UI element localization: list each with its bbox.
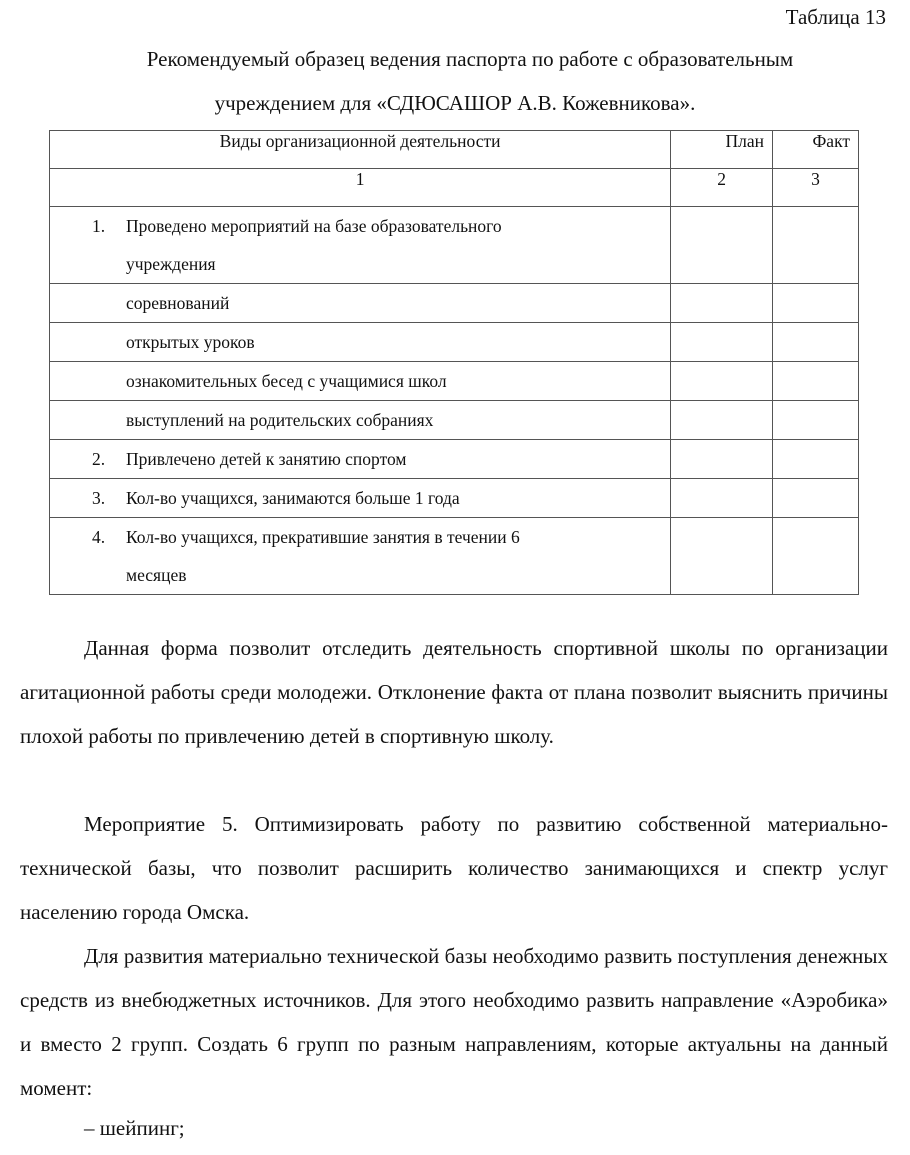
fact-cell: [773, 479, 859, 518]
passport-table: [49, 130, 859, 595]
activity-cell: [50, 479, 671, 518]
table-row: [50, 479, 859, 518]
plan-cell: [671, 440, 773, 479]
column-number-3: 3: [773, 169, 859, 207]
activity-cell: [50, 518, 671, 595]
plan-cell: [671, 207, 773, 284]
table-row: [50, 207, 859, 284]
plan-cell: [671, 323, 773, 362]
item-number: 2.: [92, 449, 106, 469]
activity-text: Кол-во учащихся, прекратившие занятия в течении 6: [126, 527, 520, 547]
activity-cell: [50, 440, 671, 479]
activity-cell: [50, 323, 671, 362]
activity-text: месяцев: [126, 565, 187, 585]
column-number-1: 1: [50, 169, 671, 207]
activity-text: Кол-во учащихся, занимаются больше 1 года: [126, 488, 460, 508]
paragraph-text: Для развития материально технической базы необходимо развить поступления денежных средств из внебюджетных источников. Для этого необходимо развить направление «Аэробика» и вместо 2 групп. Создать 6 групп по разным направлениям, которые актуальны на данный момент:: [20, 944, 888, 1100]
plan-cell: [671, 518, 773, 595]
paragraph-material-base: [20, 934, 888, 1110]
paragraph-measure-5: [20, 802, 888, 934]
table-row: [50, 401, 859, 440]
fact-cell: [773, 362, 859, 401]
fact-cell: [773, 518, 859, 595]
activity-cell: [50, 284, 671, 323]
plan-cell: [671, 284, 773, 323]
activity-text: учреждения: [126, 254, 216, 274]
plan-cell: [671, 362, 773, 401]
fact-cell: [773, 323, 859, 362]
table-row: [50, 362, 859, 401]
table-row: [50, 284, 859, 323]
activity-text: соревнований: [126, 293, 230, 313]
fact-cell: [773, 401, 859, 440]
column-number-2: 2: [671, 169, 773, 207]
table-label: Таблица 13: [785, 5, 886, 29]
item-number: 3.: [92, 488, 106, 508]
activity-text: открытых уроков: [126, 332, 255, 352]
paragraph-text: Данная форма позволит отследить деятельность спортивной школы по организации агитационной работы среди молодежи. Отклонение факта от плана позволит выяснить причины плохой работы по привлечению детей в спортивную школу.: [20, 636, 888, 748]
table-row: [50, 518, 859, 595]
paragraph-form-purpose: [20, 626, 888, 758]
header-activity-types: Виды организационной деятельности: [50, 131, 671, 169]
plan-cell: [671, 479, 773, 518]
activity-text: выступлений на родительских собраниях: [126, 410, 434, 430]
activity-cell: [50, 362, 671, 401]
activity-cell: [50, 401, 671, 440]
list-item-text: – шейпинг;: [84, 1116, 185, 1140]
header-fact: Факт: [773, 131, 859, 169]
table-header-row: [50, 131, 859, 169]
header-plan: План: [671, 131, 773, 169]
item-number: 1.: [92, 216, 106, 236]
table-row: [50, 440, 859, 479]
list-item-shaping: [20, 1106, 888, 1150]
paragraph-text: Мероприятие 5. Оптимизировать работу по развитию собственной материально-технической базы, что позволит расширить количество занимающихся и спектр услуг населению города Омска.: [20, 812, 888, 924]
plan-cell: [671, 401, 773, 440]
activity-text: Проведено мероприятий на базе образовательного: [126, 216, 502, 236]
table-row: [50, 323, 859, 362]
column-number-row: [50, 169, 859, 207]
fact-cell: [773, 207, 859, 284]
activity-text: Привлечено детей к занятию спортом: [126, 449, 407, 469]
fact-cell: [773, 284, 859, 323]
table-caption-line-2: учреждением для «СДЮСАШОР А.В. Кожевникова».: [214, 91, 696, 115]
table-caption-line-1: Рекомендуемый образец ведения паспорта по работе с образовательным: [146, 47, 794, 71]
item-number: 4.: [92, 527, 106, 547]
activity-text: ознакомительных бесед с учащимися школ: [126, 371, 447, 391]
activity-cell: [50, 207, 671, 284]
fact-cell: [773, 440, 859, 479]
